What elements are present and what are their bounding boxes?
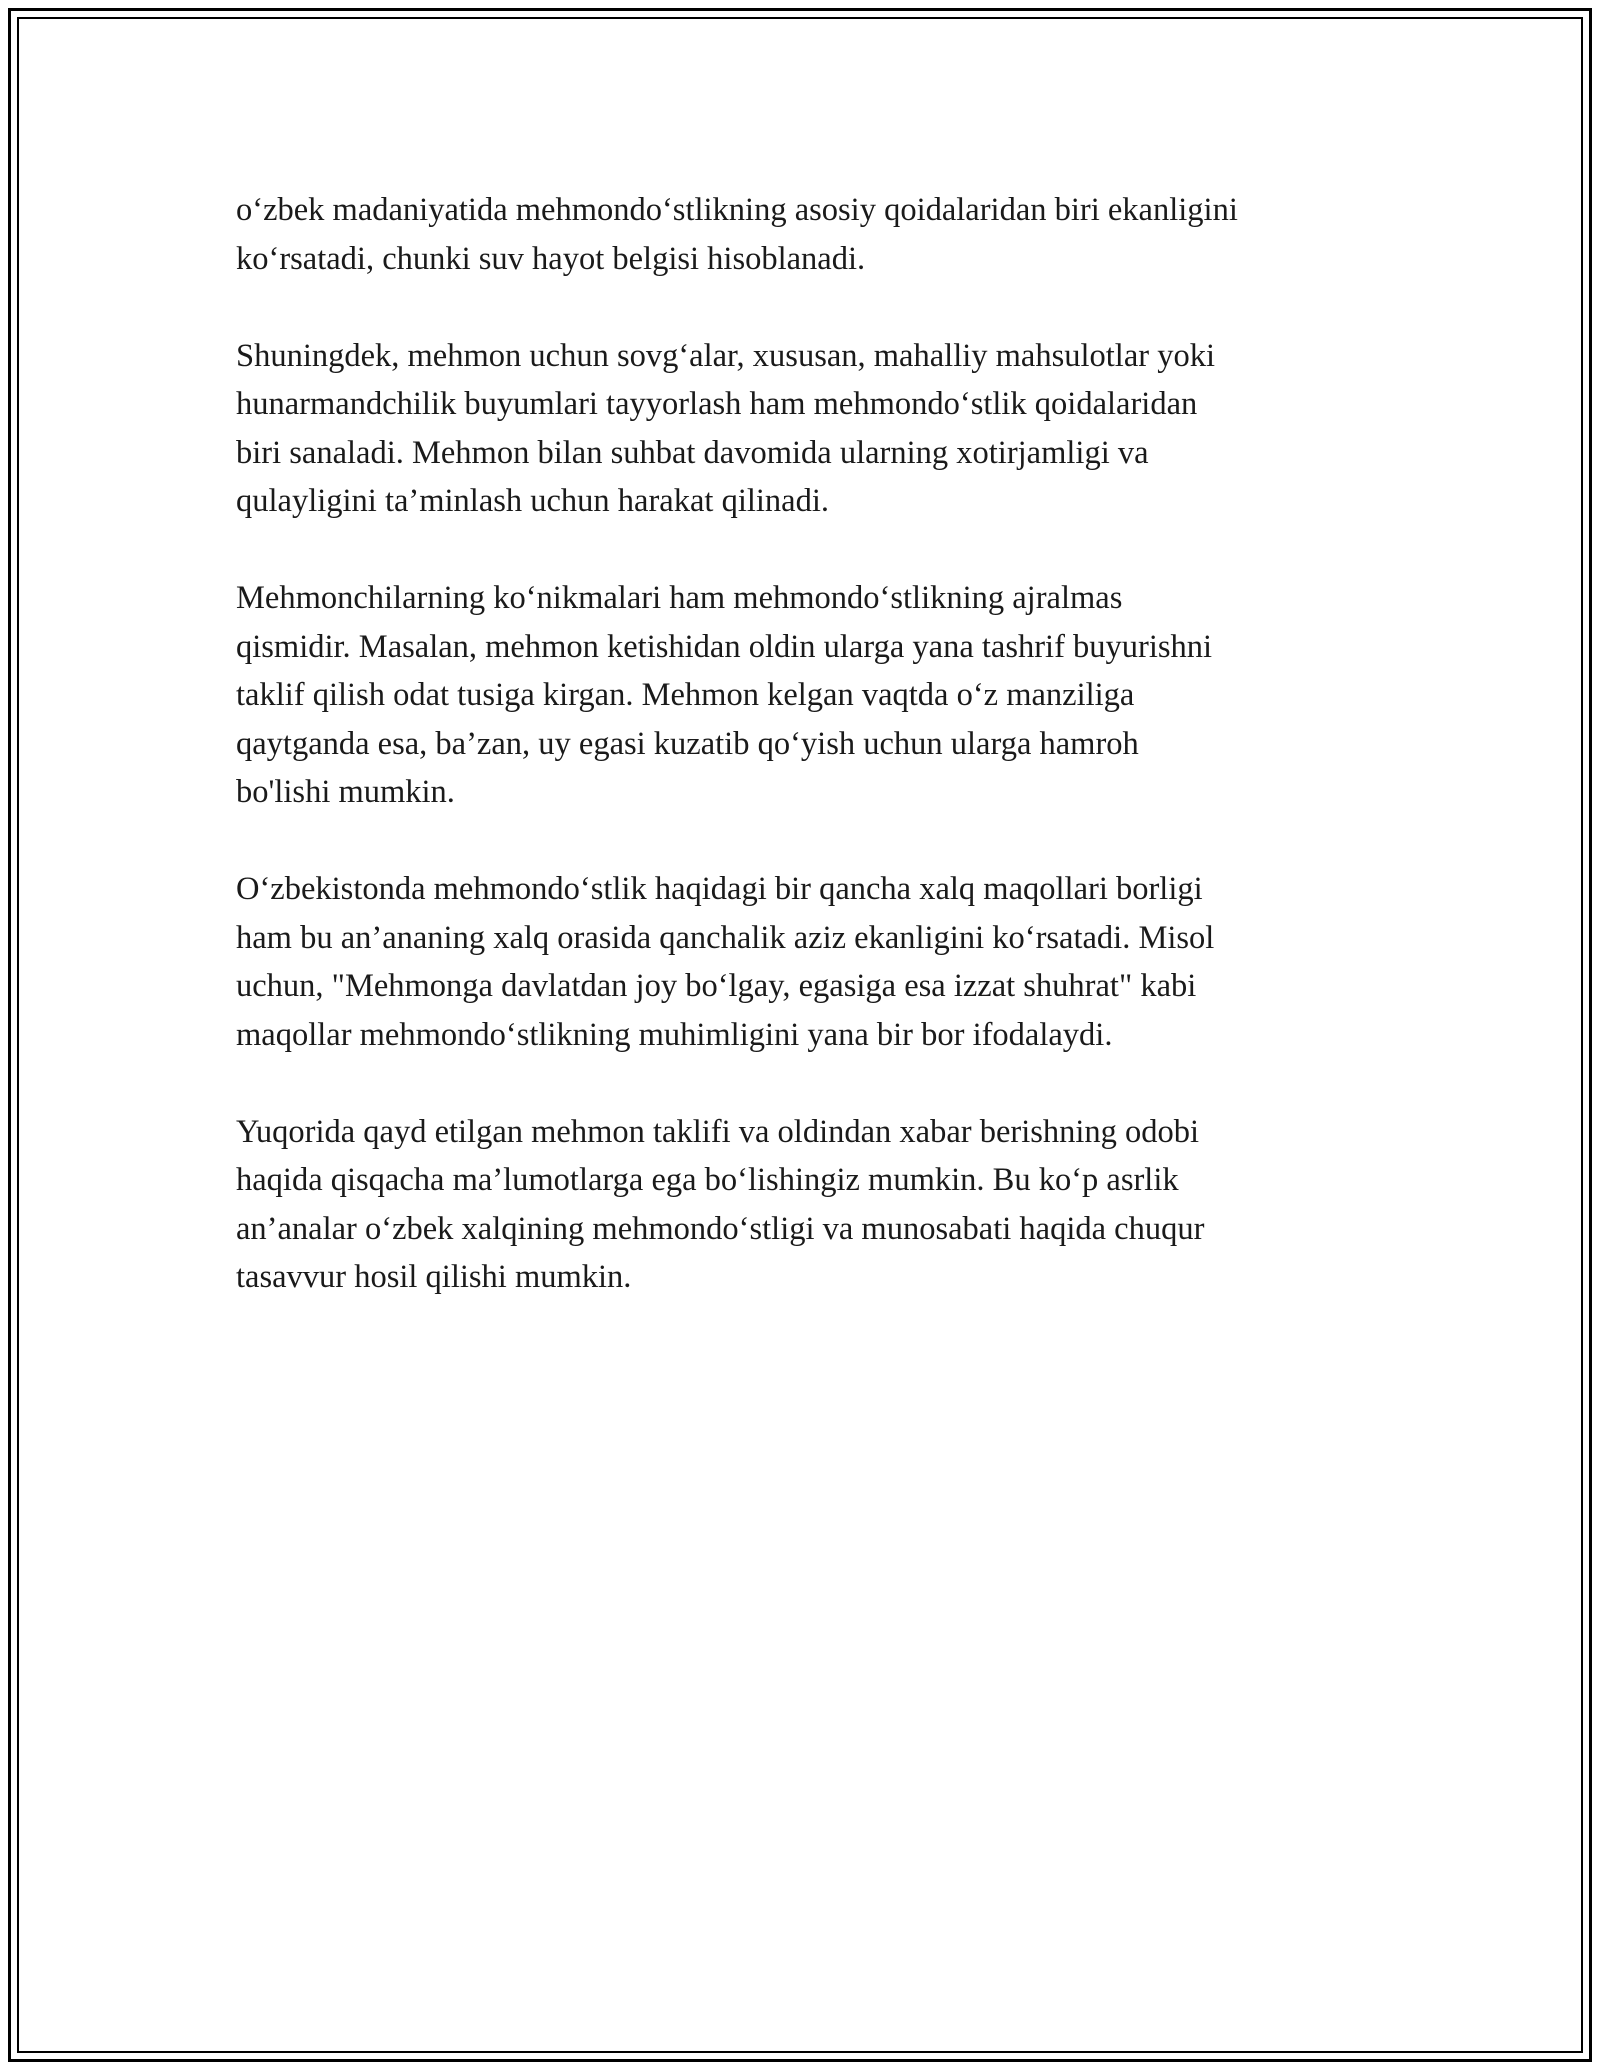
paragraph-1	[236, 186, 1376, 283]
document-body	[236, 186, 1376, 1350]
text-line: Yuqorida qayd etilgan mehmon taklifi va oldindan xabar berishning odobi	[236, 1113, 1200, 1150]
text-line: uchun, "Mehmonga davlatdan joy bo‘lgay, egasiga esa izzat shuhrat" kabi	[236, 968, 1197, 1004]
text-line: o‘zbek madaniyatida mehmondo‘stlikning asosiy qoidalaridan biri ekanligini	[236, 192, 1238, 228]
text-line: ham bu an’ananing xalq orasida qanchalik aziz ekanligini ko‘rsatadi. Misol	[236, 919, 1215, 956]
text-line: qulayligini ta’minlash uchun harakat qilinadi.	[236, 483, 829, 519]
text-line: taklif qilish odat tusiga kirgan. Mehmon kelgan vaqtda o‘z manziliga	[236, 677, 1135, 713]
text-line: O‘zbekistonda mehmondo‘stlik haqidagi bir qancha xalq maqollari borligi	[236, 871, 1203, 907]
text-line: qismidir. Masalan, mehmon ketishidan oldin ularga yana tashrif buyurishni	[236, 628, 1213, 665]
text-line: an’analar o‘zbek xalqining mehmondo‘stligi va munosabati haqida chuqur	[236, 1210, 1205, 1247]
paragraph-5	[236, 1108, 1376, 1302]
text-line: tasavvur hosil qilishi mumkin.	[236, 1259, 632, 1295]
paragraph-4	[236, 865, 1376, 1059]
text-line: maqollar mehmondo‘stlikning muhimligini yana bir bor ifodalaydi.	[236, 1016, 1113, 1053]
text-line: qaytganda esa, ba’zan, uy egasi kuzatib qo‘yish uchun ularga hamroh	[236, 725, 1139, 762]
paragraph-3	[236, 574, 1376, 817]
text-line: Shuningdek, mehmon uchun sovg‘alar, xususan, mahalliy mahsulotlar yoki	[236, 337, 1215, 374]
text-line: biri sanaladi. Mehmon bilan suhbat davomida ularning xotirjamligi va	[236, 434, 1149, 471]
text-line: ko‘rsatadi, chunki suv hayot belgisi hisoblanadi.	[236, 240, 866, 277]
paragraph-2	[236, 332, 1376, 526]
text-line: bo'lishi mumkin.	[236, 774, 455, 810]
text-line: hunarmandchilik buyumlari tayyorlash ham mehmondo‘stlik qoidalaridan	[236, 386, 1198, 422]
text-line: haqida qisqacha ma’lumotlarga ega bo‘lishingiz mumkin. Bu ko‘p asrlik	[236, 1162, 1179, 1198]
text-line: Mehmonchilarning ko‘nikmalari ham mehmondo‘stlikning ajralmas	[236, 580, 1123, 616]
